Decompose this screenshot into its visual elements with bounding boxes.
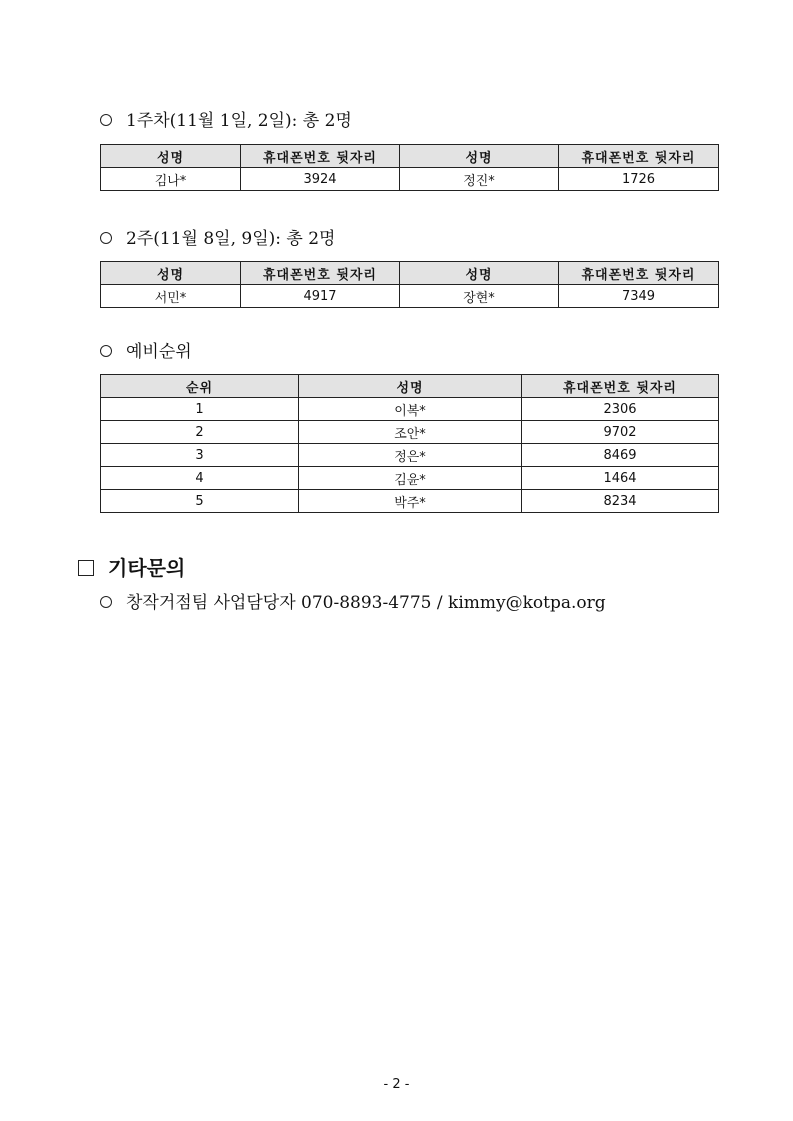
table-row [101, 421, 719, 444]
table-header-row [101, 375, 719, 398]
cell-name: 조안* [299, 421, 522, 444]
cell-phone: 1726 [559, 168, 719, 191]
header-phone: 휴대폰번호 뒷자리 [241, 145, 400, 168]
week1-heading-text: 1주차(11월 1일, 2일): 총 2명 [126, 111, 352, 131]
header-name: 성명 [299, 375, 522, 398]
table-row [101, 467, 719, 490]
cell-rank: 4 [101, 467, 299, 490]
cell-phone: 1464 [522, 467, 719, 490]
cell-rank: 3 [101, 444, 299, 467]
cell-name: 김나* [101, 168, 241, 191]
week1-table [100, 144, 719, 191]
week2-heading [100, 224, 335, 249]
cell-phone: 2306 [522, 398, 719, 421]
header-phone: 휴대폰번호 뒷자리 [522, 375, 719, 398]
circle-bullet-icon [100, 596, 112, 608]
week2-table [100, 261, 719, 308]
table-row [101, 444, 719, 467]
cell-name: 서민* [101, 285, 241, 308]
header-phone: 휴대폰번호 뒷자리 [241, 262, 400, 285]
inquiry-contact [100, 588, 606, 613]
table-row [101, 168, 719, 191]
page-number: - 2 - [383, 1077, 410, 1092]
cell-phone: 3924 [241, 168, 400, 191]
cell-phone: 8234 [522, 490, 719, 513]
cell-name: 박주* [299, 490, 522, 513]
circle-bullet-icon [100, 114, 112, 126]
cell-name: 김윤* [299, 467, 522, 490]
header-name: 성명 [400, 145, 559, 168]
cell-name: 장현* [400, 285, 559, 308]
cell-rank: 1 [101, 398, 299, 421]
table-header-row [101, 262, 719, 285]
header-name: 성명 [400, 262, 559, 285]
cell-name: 정은* [299, 444, 522, 467]
reserve-table [100, 374, 719, 513]
header-phone: 휴대폰번호 뒷자리 [559, 262, 719, 285]
cell-rank: 5 [101, 490, 299, 513]
week1-heading [100, 106, 352, 131]
circle-bullet-icon [100, 232, 112, 244]
cell-name: 정진* [400, 168, 559, 191]
table-header-row [101, 145, 719, 168]
cell-phone: 7349 [559, 285, 719, 308]
cell-phone: 9702 [522, 421, 719, 444]
cell-name: 이복* [299, 398, 522, 421]
header-phone: 휴대폰번호 뒷자리 [559, 145, 719, 168]
table-row [101, 490, 719, 513]
inquiry-heading-text: 기타문의 [108, 556, 186, 580]
table-row [101, 285, 719, 308]
header-name: 성명 [101, 145, 241, 168]
cell-phone: 8469 [522, 444, 719, 467]
circle-bullet-icon [100, 345, 112, 357]
reserve-heading [100, 337, 192, 362]
week2-heading-text: 2주(11월 8일, 9일): 총 2명 [126, 229, 336, 249]
square-bullet-icon [78, 560, 94, 576]
header-name: 성명 [101, 262, 241, 285]
table-row [101, 398, 719, 421]
reserve-heading-text: 예비순위 [126, 342, 192, 362]
cell-phone: 4917 [241, 285, 400, 308]
header-rank: 순위 [101, 375, 299, 398]
inquiry-contact-text: 창작거점팀 사업담당자 070-8893-4775 / kimmy@kotpa.org [126, 593, 606, 613]
inquiry-heading [78, 552, 185, 581]
cell-rank: 2 [101, 421, 299, 444]
